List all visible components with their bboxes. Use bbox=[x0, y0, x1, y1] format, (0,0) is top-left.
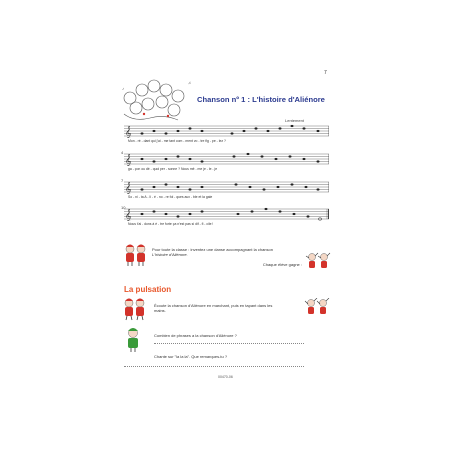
walking-kids-icon bbox=[122, 297, 148, 321]
music-staff-3 bbox=[124, 180, 329, 194]
tempo-marking: Lentement bbox=[285, 118, 304, 123]
activity-dance-line-1: Pour toute la classe : inventez une danse accompagnant la chanson bbox=[152, 247, 273, 252]
lyrics-line-3: So - ni - ta A - li - é - no - re fol - ques aux - ble et la gaie bbox=[128, 195, 213, 199]
answer-line-1 bbox=[154, 343, 304, 344]
activity-pulse-line-1: Écoute la chanson d'Aliénore en marchant, puis en tapant dans les bbox=[154, 303, 273, 308]
music-staff-4 bbox=[124, 207, 329, 221]
lyrics-line-2: ga - çon ou dé - quoi per - sonne ? Nous mê - me je - le - je bbox=[128, 167, 218, 171]
activity-dance-line-3: Chaque élève gagne : bbox=[262, 261, 302, 267]
svg-text:𝄞: 𝄞 bbox=[125, 210, 132, 221]
dancing-kids-icon bbox=[123, 243, 149, 267]
music-staff-2 bbox=[124, 152, 329, 166]
question-phrases: Combien de phrases a la chanson d'Aliénore ? bbox=[154, 333, 237, 338]
cheering-kids-icon bbox=[305, 252, 331, 270]
activity-pulse-line-2: mains. bbox=[154, 308, 166, 314]
notes bbox=[141, 125, 320, 135]
svg-text:𝄞: 𝄞 bbox=[125, 127, 132, 138]
svg-text:♫: ♫ bbox=[188, 80, 191, 85]
activity-dance-song-name: L'histoire d'Aliénore. bbox=[152, 252, 188, 258]
svg-text:𝄞: 𝄞 bbox=[125, 183, 132, 194]
activity-pulse-text bbox=[154, 303, 304, 314]
music-staff-1 bbox=[124, 124, 329, 138]
lyrics-line-4: Nous t'ai - dons à è - tre forte ça n'est pas si dif - fi - cile ! bbox=[128, 222, 214, 226]
question-lalala: Chante sur "la la la". Que remarques-tu ? bbox=[154, 354, 228, 359]
song-title: Chanson nº 1 : L'histoire d'Aliénore bbox=[197, 95, 325, 104]
thinking-kid-icon bbox=[124, 327, 142, 353]
children-group-illustration bbox=[118, 74, 200, 124]
svg-text:♪: ♪ bbox=[122, 86, 124, 91]
answer-line-2 bbox=[124, 366, 304, 367]
section-title: La pulsation bbox=[124, 285, 172, 294]
lyrics-line-1: Mon - ré - dant qui j'ai - me tant com - ment vo - tre fig - pe - lez ? bbox=[128, 139, 226, 143]
footer-code: 00470-06 bbox=[218, 375, 233, 379]
measure-number-7: 7 bbox=[121, 178, 124, 183]
measure-number-10: 10 bbox=[121, 205, 126, 210]
page-number: 7 bbox=[324, 70, 327, 76]
svg-text:𝄞: 𝄞 bbox=[125, 155, 132, 166]
activity-dance-text bbox=[152, 247, 302, 267]
clapping-kids-icon bbox=[304, 298, 330, 318]
measure-number-4: 4 bbox=[121, 150, 124, 155]
